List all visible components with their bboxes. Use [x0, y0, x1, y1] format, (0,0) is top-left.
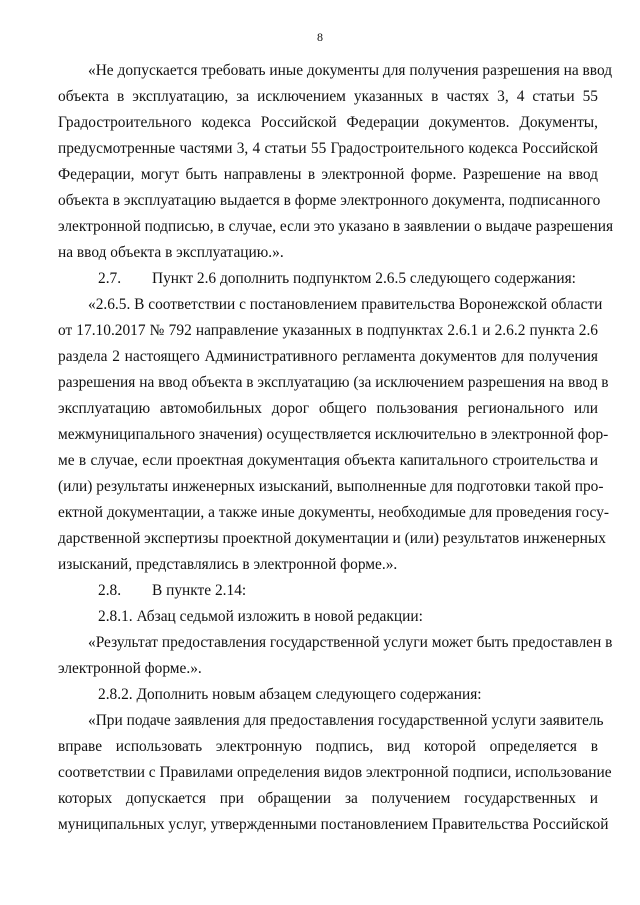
text-line: которых допускается при обращении за получением государственных и — [58, 790, 598, 807]
section-text: Пункт 2.6 дополнить подпунктом 2.6.5 следующего содержания: — [152, 270, 576, 287]
text-line: «2.6.5. В соответствии с постановлением правительства Воронежской области — [88, 296, 603, 313]
section-text: В пункте 2.14: — [152, 582, 247, 599]
text-line: Федерации, могут быть направлены в электронной форме. Разрешение на ввод — [58, 166, 598, 183]
text-line: эксплуатацию автомобильных дорог общего пользования регионального или — [58, 400, 598, 417]
text-line: предусмотренные частями 3, 4 статьи 55 Градостроительного кодекса Российской — [58, 140, 598, 157]
text-line: ме в случае, если проектная документация объекта капитального строительства и — [58, 452, 598, 469]
text-line: «Результат предоставления государственной услуги может быть предоставлен в — [88, 634, 613, 651]
text-line: дарственной экспертизы проектной документации и (или) результатов инженерных — [58, 530, 606, 547]
text-line: на ввод объекта в эксплуатацию.». — [58, 244, 284, 261]
text-line: муниципальных услуг, утвержденными постановлением Правительства Российской — [58, 816, 609, 833]
subsection-heading: 2.8.1. Абзац седьмой изложить в новой редакции: — [98, 608, 423, 625]
text-line: раздела 2 настоящего Административного регламента документов для получения — [58, 348, 598, 365]
text-line: соответствии с Правилами определения видов электронной подписи, использование — [58, 764, 612, 781]
text-line: электронной подписью, в случае, если это указано в заявлении о выдаче разрешения — [58, 218, 614, 235]
text-line: (или) результаты инженерных изысканий, выполненные для подготовки такой про- — [58, 478, 604, 495]
text-line: от 17.10.2017 № 792 направление указанных в подпунктах 2.6.1 и 2.6.2 пункта 2.6 — [58, 322, 598, 339]
section-heading — [98, 269, 598, 289]
section-number: 2.8. — [98, 582, 122, 599]
text-line: «При подаче заявления для предоставления государственной услуги заявитель — [88, 712, 604, 729]
subsection-heading: 2.8.2. Дополнить новым абзацем следующего содержания: — [98, 686, 482, 703]
text-line: электронной форме.». — [58, 660, 202, 677]
text-line: ектной документации, а также иные документы, необходимые для проведения госу- — [58, 504, 610, 521]
text-line: Градостроительного кодекса Российской Федерации документов. Документы, — [58, 114, 598, 131]
text-line: объекта в эксплуатацию выдается в форме электронного документа, подписанного — [58, 192, 601, 209]
text-line: разрешения на ввод объекта в эксплуатацию (за исключением разрешения на ввод в — [58, 374, 609, 391]
text-line: «Не допускается требовать иные документы для получения разрешения на ввод — [88, 62, 613, 79]
section-number: 2.7. — [98, 270, 122, 287]
text-line: вправе использовать электронную подпись, вид которой определяется в — [58, 738, 598, 755]
text-line: межмуниципального значения) осуществляется исключительно в электронной фор- — [58, 426, 609, 443]
text-line: изысканий, представлялись в электронной форме.». — [58, 556, 398, 573]
page-number: 8 — [317, 30, 323, 44]
section-heading — [98, 581, 598, 601]
text-line: объекта в эксплуатацию, за исключением указанных в частях 3, 4 статьи 55 — [58, 88, 598, 105]
